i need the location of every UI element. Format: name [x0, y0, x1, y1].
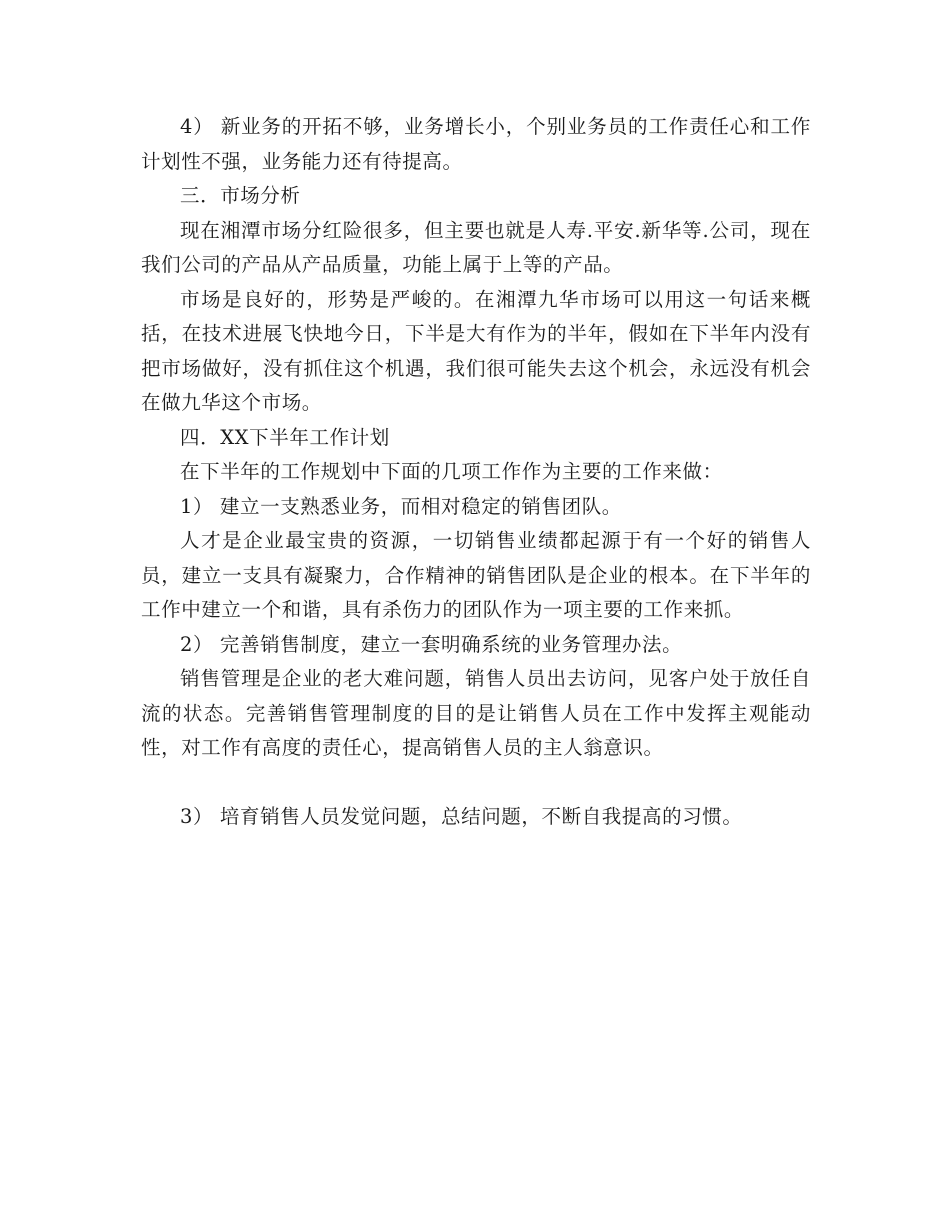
- document-body: [141, 110, 811, 834]
- plan-item-2: 2） 完善销售制度，建立一套明确系统的业务管理办法。: [180, 632, 683, 656]
- plan-item-3: 3） 培育销售人员发觉问题，总结问题，不断自我提高的习惯。: [180, 804, 743, 828]
- paragraph-market-outlook: 市场是良好的，形势是严峻的。在湘潭九华市场可以用这一句话来概括，在技术进展飞快地今日，下半是大有作为的半年，假如在下半年内没有把市场做好，没有抓住这个机遇，我们很可能失去这个机会，永远没有机会在做九华这个市场。: [141, 287, 811, 414]
- paragraph-market-competitors: 现在湘潭市场分红险很多，但主要也就是人寿.平安.新华等.公司，现在我们公司的产品从产品质量，功能上属于上等的产品。: [141, 218, 811, 276]
- section-heading-market-analysis: 三．市场分析: [180, 184, 301, 207]
- paragraph-plan-intro: 在下半年的工作规划中下面的几项工作作为主要的工作来做：: [180, 460, 723, 483]
- plan-item-1: 1） 建立一支熟悉业务，而相对稳定的销售团队。: [180, 494, 622, 518]
- paragraph-spacer: [141, 766, 811, 800]
- paragraph-weakness-4: 4） 新业务的开拓不够，业务增长小，个别业务员的工作责任心和工作计划性不强，业务能力还有待提高。: [141, 115, 811, 173]
- paragraph-sales-team: 人才是企业最宝贵的资源，一切销售业绩都起源于有一个好的销售人员，建立一支具有凝聚力，合作精神的销售团队是企业的根本。在下半年的工作中建立一个和谐，具有杀伤力的团队作为一项主要的工作来抓。: [141, 529, 811, 621]
- section-heading-work-plan: 四．XX下半年工作计划: [180, 425, 390, 449]
- paragraph-sales-management: 销售管理是企业的老大难问题，销售人员出去访问，见客户处于放任自流的状态。完善销售管理制度的目的是让销售人员在工作中发挥主观能动性，对工作有高度的责任心，提高销售人员的主人翁意识。: [141, 667, 811, 759]
